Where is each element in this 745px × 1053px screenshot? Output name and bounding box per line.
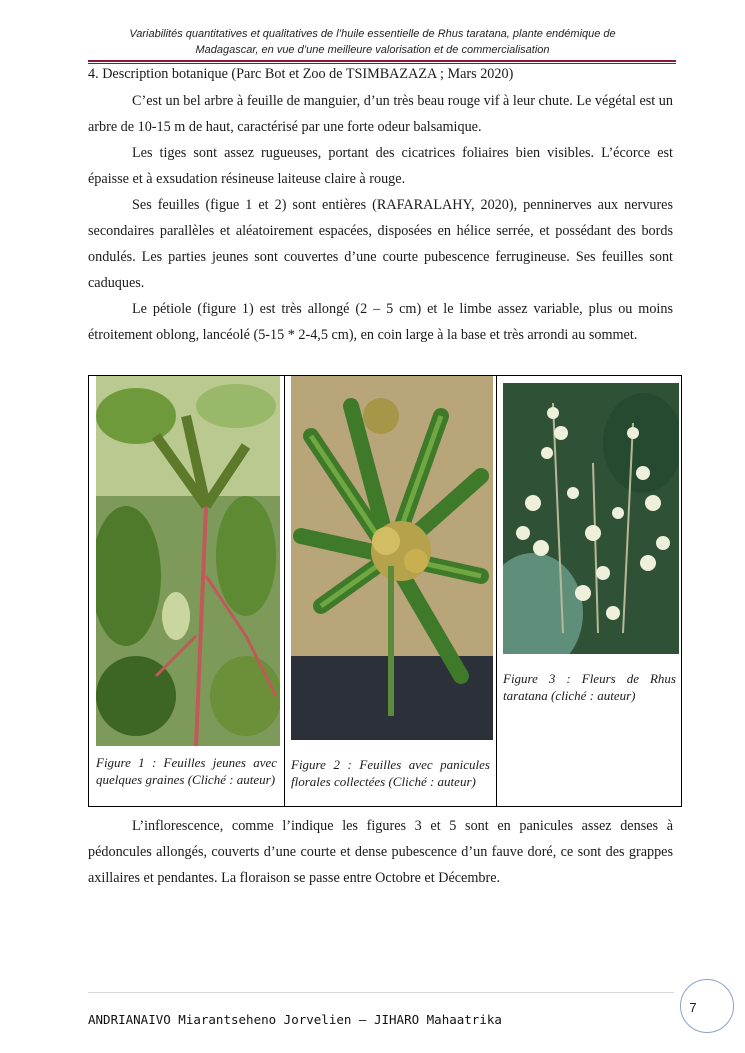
table-divider-1 [284, 376, 285, 806]
paragraph-3: Ses feuilles (figue 1 et 2) sont entières (RAFARALAHY, 2020), penninerves aux nervures secondaires parallèles et aléatoirement espacées, disposées en hélice serrée, et possédant des bords ondulés. Les parties jeunes sont couvertes d’une courte pubescence ferrugineuse. Ses feuilles sont caduques. [88, 197, 673, 291]
paragraph-1: C’est un bel arbre à feuille de manguier, d’un très beau rouge vif à leur chute. Le végétal est un arbre de 10-15 m de haut, caractérisé par une forte odeur balsamique. [88, 93, 673, 135]
page-number: 7 [689, 1000, 697, 1015]
body-text [88, 88, 673, 348]
figure-3-caption: Figure 3 : Fleurs de Rhus taratana (cliché : auteur) [503, 671, 676, 703]
figure-2-caption: Figure 2 : Feuilles avec panicules florales collectées (Cliché : auteur) [291, 757, 490, 789]
running-header [100, 26, 645, 58]
body-text-after [88, 813, 673, 891]
figure-table [88, 375, 682, 807]
paragraph-4: Le pétiole (figure 1) est très allongé (2 – 5 cm) et le limbe assez variable, plus ou moins étroitement oblong, lancéolé (5-15 * 2-4,5 cm), en coin large à la base et très arrondi au sommet. [88, 301, 673, 343]
figure-1-caption: Figure 1 : Feuilles jeunes avec quelques graines (Cliché : auteur) [96, 755, 277, 787]
header-line-2: Madagascar, en vue d’une meilleure valorisation et de commercialisation [195, 44, 550, 56]
figure-3-photo [503, 383, 679, 654]
section-heading: 4. Description botanique (Parc Bot et Zoo de TSIMBAZAZA ; Mars 2020) [88, 66, 514, 82]
page-number-badge [680, 979, 734, 1033]
table-divider-2 [496, 376, 497, 806]
footer-rule [88, 992, 674, 993]
header-line-1: Variabilités quantitatives et qualitatives de l’huile essentielle de Rhus taratana, plante endémique de [129, 28, 616, 40]
figure-2-photo [291, 376, 493, 740]
figure-1-photo [96, 376, 280, 746]
footer-authors: ANDRIANAIVO Miarantseheno Jorvelien – JIHARO Mahaatrika [88, 1012, 502, 1027]
header-rule-thick [88, 60, 676, 62]
paragraph-inflorescence: L’inflorescence, comme l’indique les figures 3 et 5 sont en panicules assez denses à pédoncules allongés, couverts d’une courte et dense pubescence d’un fauve doré, ce sont des grappes axillaires et pendantes. La floraison se passe entre Octobre et Décembre. [88, 818, 673, 886]
paragraph-2: Les tiges sont assez rugueuses, portant des cicatrices foliaires bien visibles. L’écorce est épaisse et à exsudation résineuse laiteuse claire à rouge. [88, 145, 673, 187]
